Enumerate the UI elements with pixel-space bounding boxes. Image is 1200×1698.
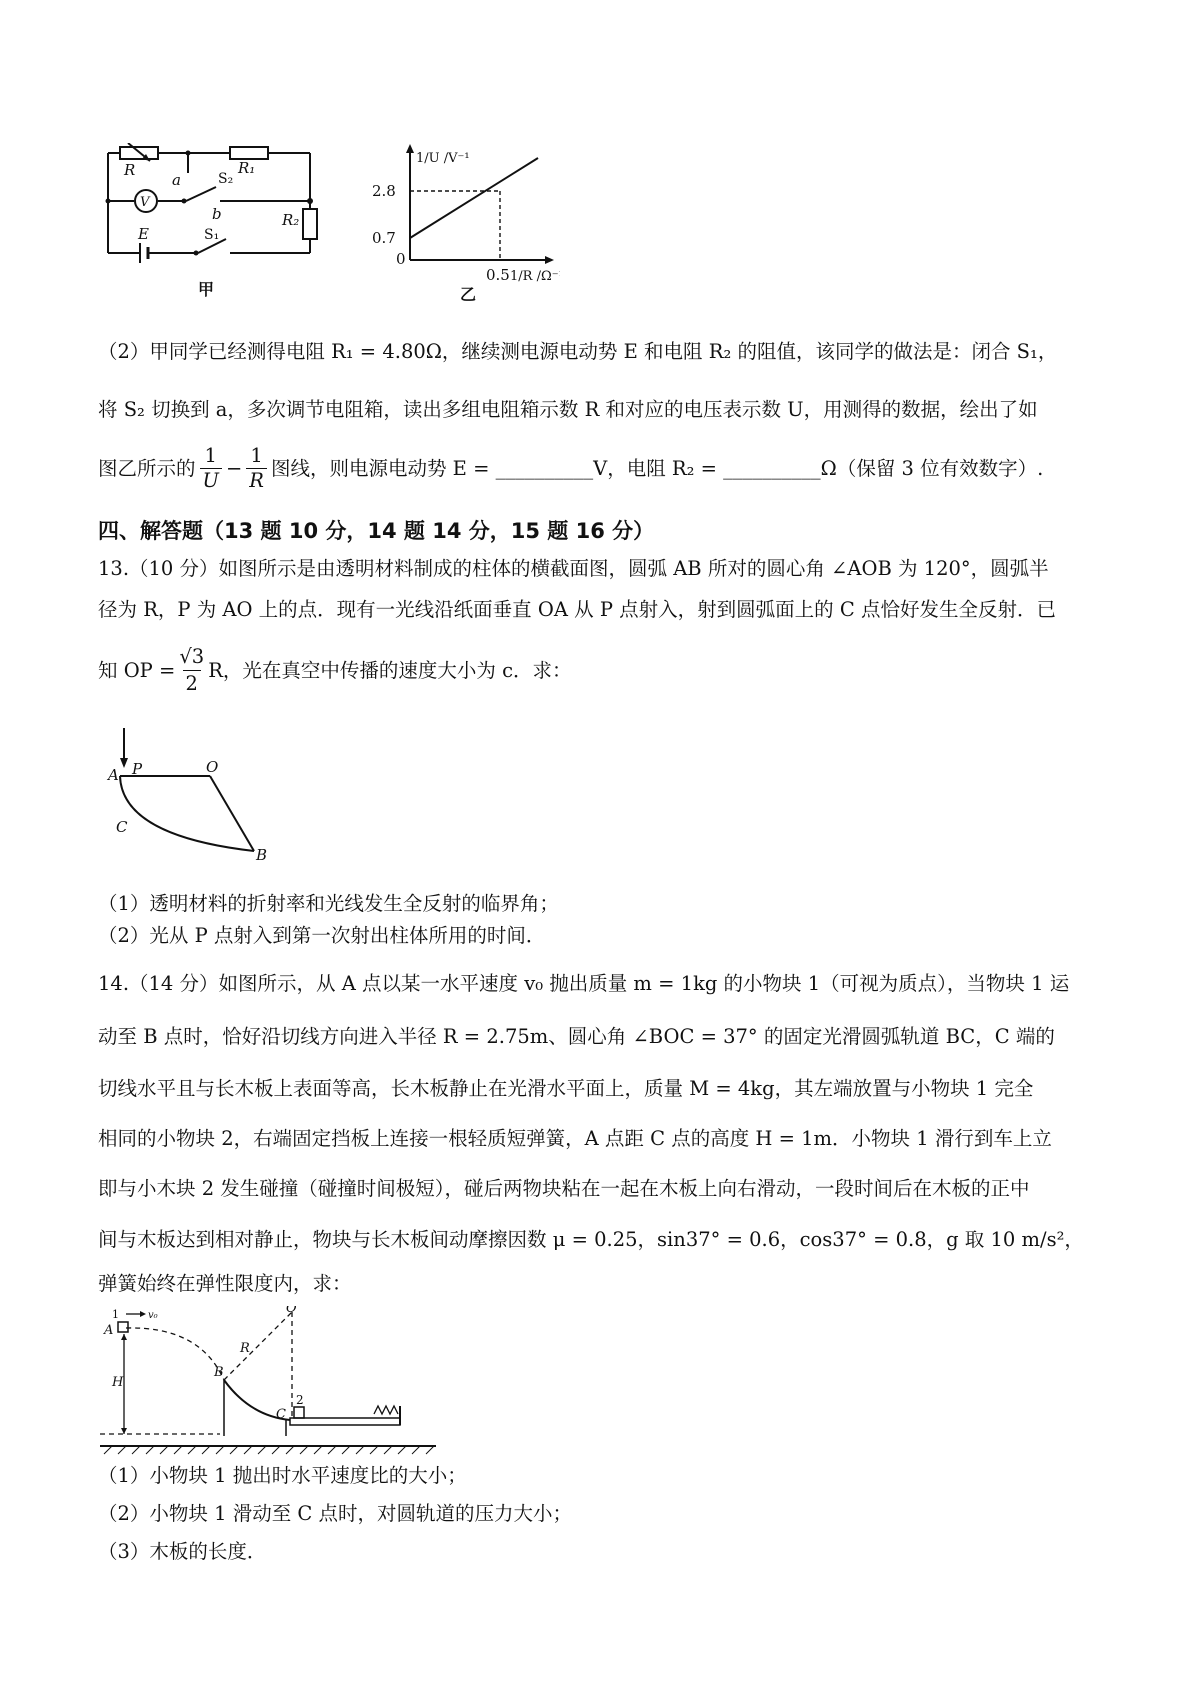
track-label-O: O [286, 1306, 297, 1316]
fraction-1-over-R: $\frac{1}{R}$ [246, 444, 267, 493]
y-axis-label: 1/U /V⁻¹ [416, 151, 470, 166]
circuit-label-R: R [124, 161, 136, 179]
track-label-1: 1 [112, 1308, 119, 1321]
prism-label-O: O [206, 758, 219, 776]
prism-label-B: B [256, 846, 268, 864]
q14-sub1: （1）小物块 1 抛出时水平速度比的大小； [98, 1464, 467, 1487]
q14-line3: 切线水平且与长木板上表面等高，长木板静止在光滑水平面上，质量 M = 4kg，其左端放置与小物块 1 完全 [98, 1077, 1034, 1100]
q12-line3-pre: 图乙所示的 [98, 456, 196, 480]
q13-line3: 知 OP = $\frac{√3}{2}$ R，光在真空中传播的速度大小为 c．求： [98, 645, 572, 695]
track-label-2: 2 [296, 1393, 304, 1407]
circuit-label-E: E [138, 225, 149, 243]
track-label-R: R [240, 1341, 250, 1356]
q14-line6: 间与木板达到相对静止，物块与长木板间动摩擦因数 μ = 0.25，sin37° = 0.6，cos37° = 0.8，g 取 10 m/s²， [98, 1228, 1084, 1251]
prism-label-C: C [116, 818, 128, 836]
q13-line2: 径为 R，P 为 AO 上的点．现有一光线沿纸面垂直 OA 从 P 点射入，射到圆弧面上的 C 点恰好发生全反射．已 [98, 598, 1056, 621]
track-label-B: B [214, 1365, 224, 1380]
section-title: 四、解答题（13 题 10 分，14 题 14 分，15 题 16 分） [98, 519, 655, 543]
x-axis-label: 1/R /Ω⁻¹ [510, 269, 560, 284]
q12-line1: （2）甲同学已经测得电阻 R₁ = 4.80Ω，继续测电源电动势 E 和电阻 R₂ 的阻值，该同学的做法是：闭合 S₁， [98, 340, 1058, 363]
q12-line3-post: 图线，则电源电动势 E = __________V，电阻 R₂ = __________Ω（保留 3 位有效数字）. [270, 456, 1044, 480]
track-label-v0: v₀ [148, 1310, 158, 1321]
prism-label-P: P [132, 760, 143, 778]
q14-line4: 相同的小物块 2，右端固定挡板上连接一根轻质短弹簧，A 点距 C 点的高度 H = 1m．小物块 1 滑行到车上立 [98, 1127, 1052, 1150]
q14-line5: 即与小木块 2 发生碰撞（碰撞时间极短），碰后两物块粘在一起在木板上向右滑动，一段时间后在木板的正中 [98, 1177, 1030, 1200]
y-tick-0-7: 0.7 [372, 229, 396, 247]
q14-line1: 14.（14 分）如图所示，从 A 点以某一水平速度 v₀ 抛出质量 m = 1kg 的小物块 1（可视为质点），当物块 1 运 [98, 972, 1070, 995]
circuit-label-b: b [212, 205, 222, 223]
track-diagram [100, 1306, 440, 1456]
track-label-H: H [112, 1375, 124, 1390]
q12-line2: 将 S₂ 切换到 a，多次调节电阻箱，读出多组电阻箱示数 R 和对应的电压表示数 U，用测得的数据，绘出了如 [98, 398, 1038, 421]
q14-sub3: （3）木板的长度． [98, 1540, 267, 1563]
circuit-label-S2: S₂ [218, 171, 234, 187]
circuit-label-S1: S₁ [204, 227, 220, 243]
fraction-1-over-U: 1 U [200, 444, 222, 493]
q13-sub2: （2）光从 P 点射入到第一次射出柱体所用的时间． [98, 924, 546, 947]
graph-caption: 乙 [460, 285, 477, 304]
q14-sub2: （2）小物块 1 滑动至 C 点时，对圆轨道的压力大小； [98, 1502, 573, 1525]
y-tick-2-8: 2.8 [372, 182, 396, 200]
circuit-caption: 甲 [198, 280, 215, 299]
track-label-A: A [104, 1323, 114, 1338]
q14-line2: 动至 B 点时，恰好沿切线方向进入半径 R = 2.75m、圆心角 ∠BOC = 37° 的固定光滑圆弧轨道 BC，C 端的 [98, 1025, 1055, 1048]
prism-diagram [104, 728, 274, 868]
graph-diagram [370, 140, 560, 305]
circuit-label-a: a [172, 171, 181, 189]
circuit-label-R2: R₂ [282, 211, 300, 229]
prism-label-A: A [108, 766, 119, 784]
q13-line1: 13.（10 分）如图所示是由透明材料制成的柱体的横截面图，圆弧 AB 所对的圆心角 ∠AOB 为 120°，圆弧半 [98, 557, 1049, 580]
q14-line7: 弹簧始终在弹性限度内，求： [98, 1272, 352, 1295]
origin-label: 0 [396, 250, 406, 268]
x-tick-0-5: 0.5 [486, 266, 510, 284]
q12-line3: 图乙所示的 1 U − $\frac{1}{R}$ 图线，则电源电动势 E = __________V，电阻 R₂ = __________Ω（保留 3 位有效数字）. [98, 444, 1044, 492]
track-label-C: C [276, 1407, 286, 1422]
voltmeter-label: V [140, 195, 150, 210]
fraction-sqrt3-over-2: $\frac{√3}{2}$ [179, 645, 205, 695]
circuit-label-R1: R₁ [238, 159, 256, 177]
q13-sub1: （1）透明材料的折射率和光线发生全反射的临界角； [98, 892, 559, 915]
circuit-diagram [98, 143, 348, 303]
